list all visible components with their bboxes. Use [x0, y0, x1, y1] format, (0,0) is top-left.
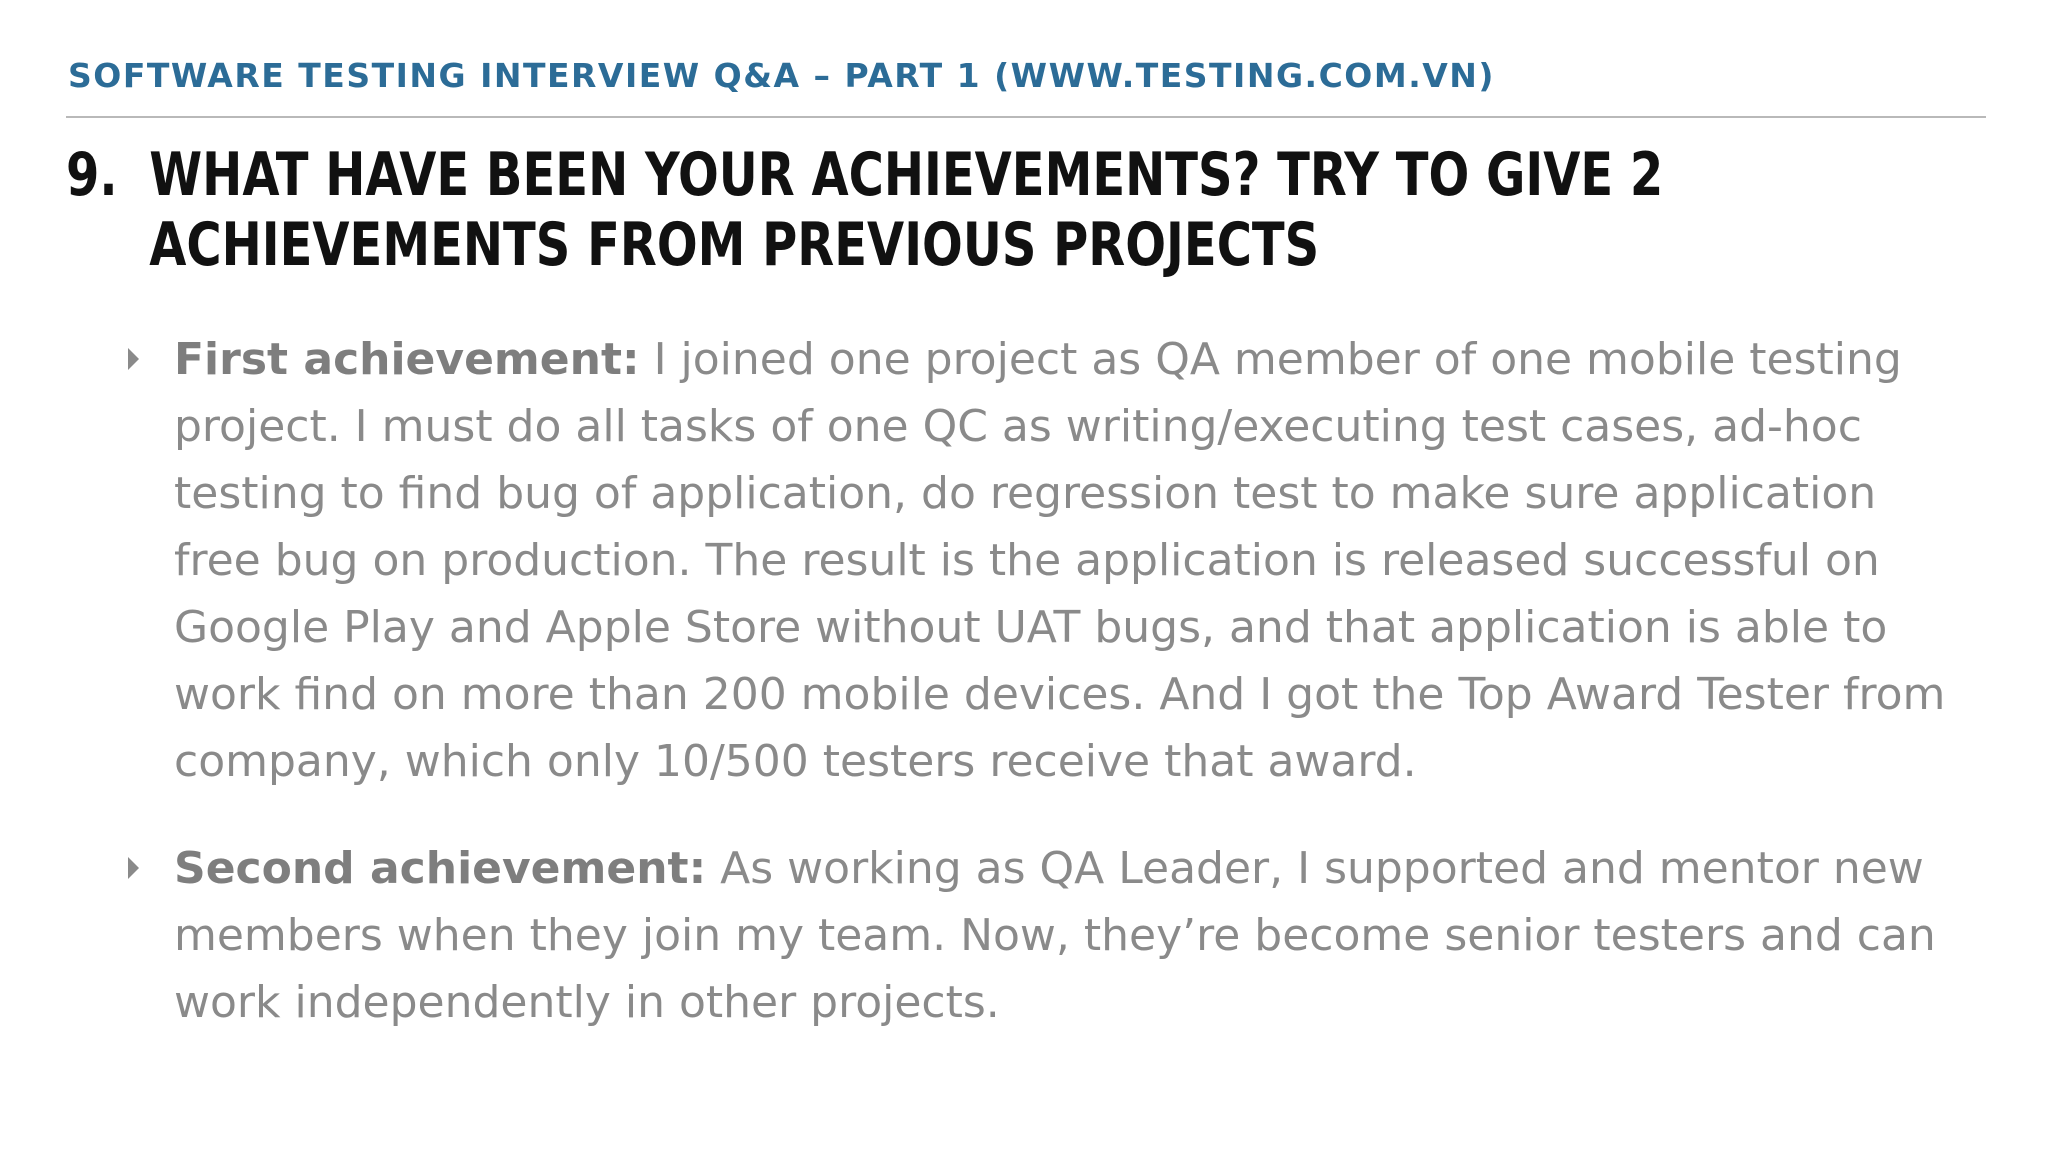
bullet-text: I joined one project as QA member of one mobile testing project. I must do all tasks of one QC as writing/executing test cases, ad-hoc testing to find bug of application, do regression test to make sure application free bug on production. The result is the application is released successful on Google Play and Apple Store without UAT bugs, and that application is able to work find on more than 200 mobile devices. And I got the Top Award Tester from company, which only 10/500 testers receive that award.	[174, 334, 1946, 787]
list-item	[120, 835, 1950, 1036]
list-item	[120, 326, 1950, 795]
header-divider	[66, 116, 1986, 118]
bullet-text: As working as QA Leader, I supported and mentor new members when they join my team. Now, they’re become senior testers and can work independently in other projects.	[174, 843, 1936, 1028]
question-heading	[66, 140, 1664, 280]
slide-header: SOFTWARE TESTING INTERVIEW Q&A – PART 1 (WWW.TESTING.COM.VN)	[68, 56, 1495, 95]
bullet-triangle-icon	[128, 857, 139, 879]
bullet-title: First achievement:	[174, 334, 640, 385]
question-text: WHAT HAVE BEEN YOUR ACHIEVEMENTS? TRY TO GIVE 2 ACHIEVEMENTS FROM PREVIOUS PROJECTS	[149, 140, 1664, 280]
answer-list	[120, 326, 1950, 1076]
bullet-triangle-icon	[128, 348, 139, 370]
bullet-title: Second achievement:	[174, 843, 707, 894]
question-number: 9.	[66, 140, 118, 210]
